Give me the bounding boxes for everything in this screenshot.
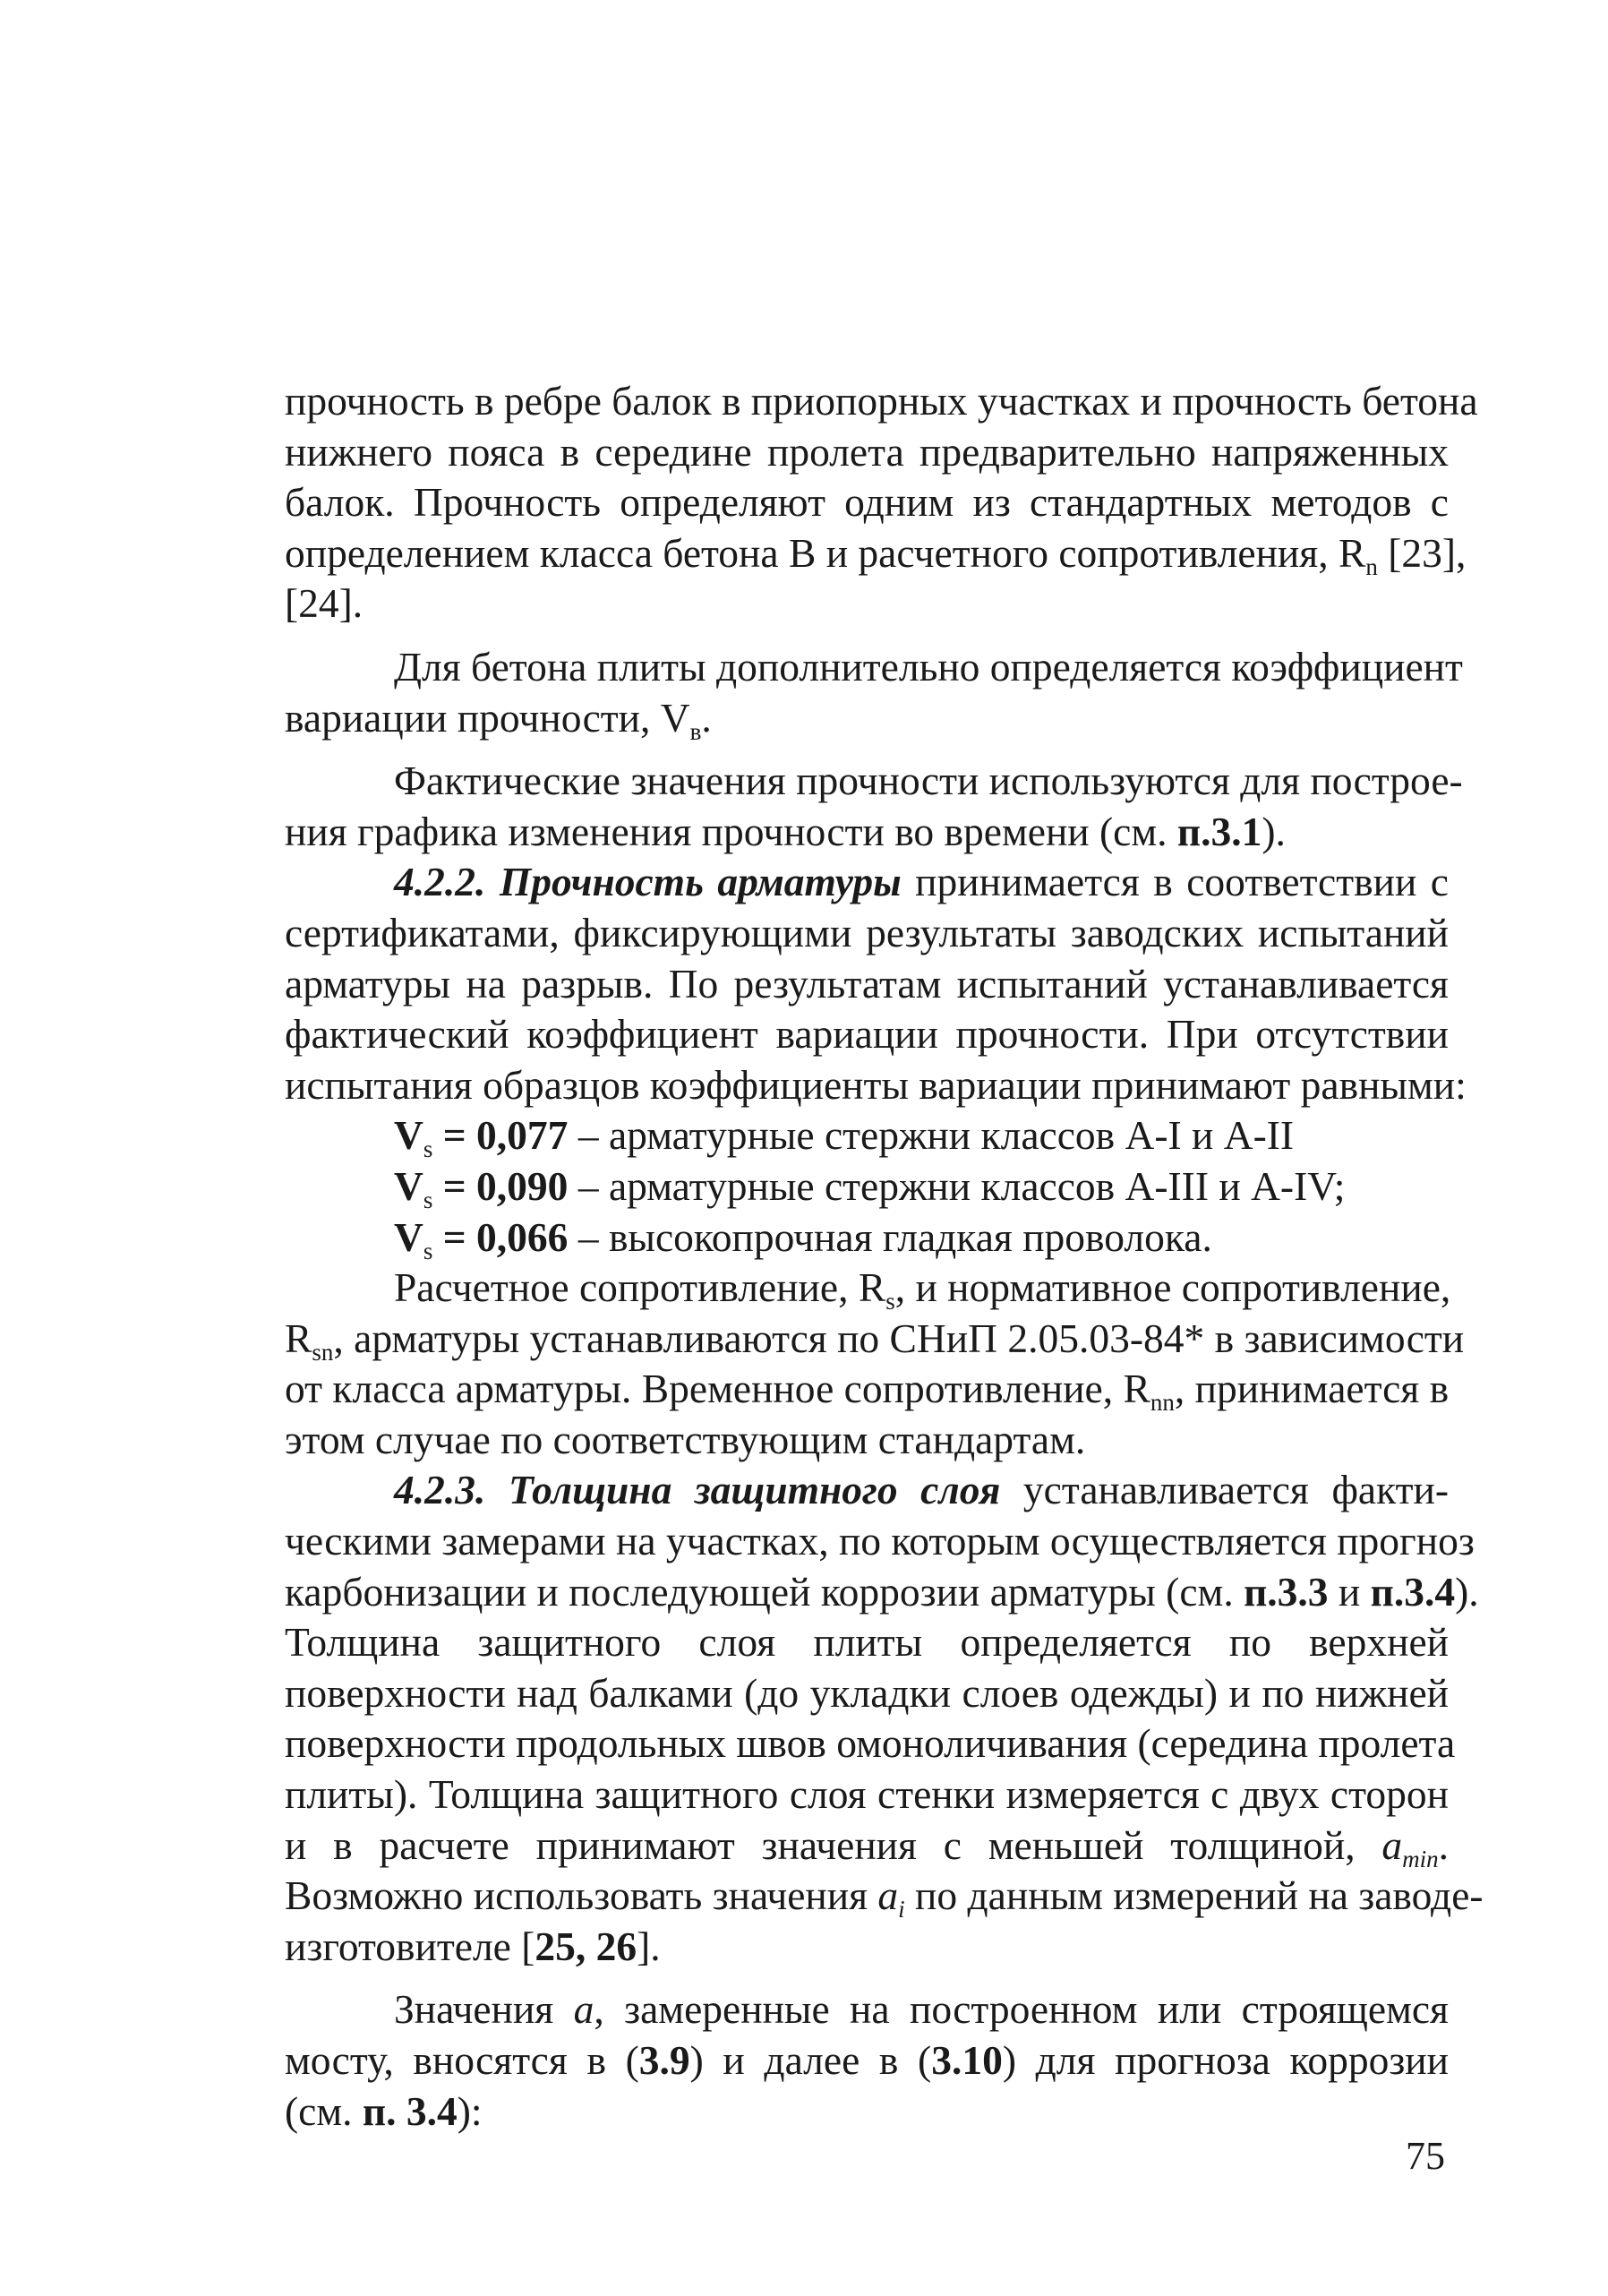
text-line: арматуры на разрыв. По результатам испытаний устанавливается bbox=[285, 960, 1449, 1007]
text-run: ния графика изменения прочности во времени (см. bbox=[285, 808, 1177, 854]
text-run: ]. bbox=[637, 1923, 661, 1969]
text-line bbox=[285, 693, 1449, 744]
text-run: и в расчете принимают значения с меньшей толщиной, bbox=[285, 1821, 1382, 1868]
text-line: Для бетона плиты дополнительно определяется коэффициент bbox=[394, 643, 1463, 690]
text-line: поверхности продольных швов омоноличивания (середина пролета bbox=[285, 1720, 1456, 1767]
section-number: 4.2.2. bbox=[394, 859, 486, 905]
text-line bbox=[285, 2035, 1449, 2086]
paragraph bbox=[285, 857, 1467, 1264]
subscript: sn bbox=[312, 1338, 334, 1366]
subscript: n bbox=[1365, 553, 1378, 580]
page-number: 75 bbox=[1406, 2134, 1445, 2178]
text-run: . bbox=[701, 694, 712, 741]
text-run: по данным измерений на заводе- bbox=[904, 1872, 1484, 1919]
text-line: сертификатами, фиксирующими результаты заводских испытаний bbox=[285, 909, 1449, 955]
math-symbol: a bbox=[1381, 1821, 1403, 1868]
text-line: ческими замерами на участках, по которым осуществляется прогноз bbox=[285, 1518, 1475, 1564]
text-run: Расчетное сопротивление, R bbox=[394, 1264, 886, 1311]
section-number: 4.2.3. bbox=[394, 1467, 486, 1513]
coefficient-description: – арматурные стержни классов А-I и А-II bbox=[568, 1112, 1295, 1159]
paragraph bbox=[285, 756, 1463, 857]
text-line: нижнего пояса в середине пролета предварительно напряженных bbox=[285, 428, 1449, 475]
math-symbol: a bbox=[877, 1872, 899, 1919]
coefficient-value: = 0,077 bbox=[432, 1112, 569, 1159]
text-run: , и нормативное сопротивление, bbox=[894, 1264, 1451, 1311]
text-run: устанавливается факти- bbox=[1000, 1467, 1450, 1513]
coefficient-symbol: V bbox=[394, 1213, 423, 1260]
coefficient-description: – высокопрочная гладкая проволока. bbox=[568, 1213, 1212, 1260]
text-run: ): bbox=[457, 2087, 483, 2134]
text-run: [23], bbox=[1377, 529, 1467, 576]
body-text bbox=[285, 376, 1484, 2137]
text-run: , арматуры устанавливаются по СНиП 2.05.03-84* в зависимости bbox=[333, 1315, 1465, 1361]
text-line: Толщина защитного слоя плиты определяется по верхней bbox=[285, 1619, 1449, 1666]
paragraph bbox=[285, 1465, 1484, 1972]
text-run: , принимается в bbox=[1174, 1366, 1450, 1412]
coefficient-value: = 0,090 bbox=[432, 1162, 569, 1209]
text-line bbox=[285, 1364, 1449, 1415]
subscript: в bbox=[689, 717, 702, 745]
text-run: карбонизации и последующей коррозии арматуры (см. bbox=[285, 1568, 1244, 1615]
math-symbol: a bbox=[573, 1986, 594, 2033]
text-run: вариации прочности, V bbox=[285, 694, 690, 741]
coefficient-line bbox=[285, 1110, 1449, 1161]
text-line bbox=[285, 807, 1449, 858]
text-run: ). bbox=[1455, 1568, 1479, 1615]
text-line bbox=[285, 1821, 1449, 1872]
text-run: ) для прогноза коррозии bbox=[1002, 2037, 1449, 2083]
section-heading: Прочность арматуры bbox=[499, 859, 902, 905]
text-line bbox=[285, 2086, 1449, 2138]
text-run: определением класса бетона В и расчетного сопротивления, R bbox=[285, 529, 1366, 576]
paragraph bbox=[285, 376, 1478, 630]
text-run: ) и далее в ( bbox=[689, 2037, 932, 2083]
text-run: и bbox=[1328, 1568, 1371, 1615]
subscript: s bbox=[423, 1135, 433, 1163]
subscript: i bbox=[898, 1896, 905, 1923]
coefficient-line bbox=[285, 1212, 1449, 1264]
text-run: R bbox=[285, 1315, 312, 1361]
text-run: изготовителе [ bbox=[285, 1923, 535, 1969]
text-run: (см. bbox=[285, 2087, 363, 2134]
text-run: , замеренные на построенном или строящемся bbox=[594, 1986, 1449, 2033]
text-run: Значения bbox=[394, 1986, 574, 2033]
coefficient-description: – арматурные стержни классов А-III и А-IV; bbox=[568, 1162, 1346, 1209]
text-line bbox=[285, 1314, 1465, 1366]
text-run: Возможно использовать значения bbox=[285, 1872, 878, 1919]
text-line: этом случае по соответствующим стандартам. bbox=[285, 1416, 1086, 1462]
section-heading: Толщина защитного слоя bbox=[508, 1467, 1001, 1513]
subscript: s bbox=[885, 1288, 895, 1315]
subscript: s bbox=[423, 1237, 433, 1264]
subscript: nn bbox=[1150, 1389, 1175, 1417]
text-line bbox=[285, 1567, 1479, 1618]
text-run: ). bbox=[1262, 808, 1286, 854]
text-line: Фактические значения прочности используются для построе- bbox=[394, 758, 1463, 804]
coefficient-line bbox=[285, 1161, 1449, 1212]
text-line: поверхности над балками (до укладки слоев одежды) и по нижней bbox=[285, 1669, 1449, 1716]
text-line bbox=[285, 1984, 1449, 2035]
text-run: . bbox=[1438, 1821, 1449, 1868]
equation-ref: 3.10 bbox=[931, 2037, 1003, 2083]
text-line: [24]. bbox=[285, 580, 364, 627]
section-ref: п.3.4 bbox=[1370, 1568, 1456, 1615]
citation-ref: 25, 26 bbox=[535, 1923, 637, 1969]
text-line bbox=[285, 1263, 1449, 1314]
paragraph bbox=[285, 1984, 1449, 2137]
text-line bbox=[285, 528, 1467, 580]
subscript: min bbox=[1402, 1845, 1439, 1872]
section-ref: п. 3.4 bbox=[362, 2087, 458, 2134]
text-line: фактический коэффициент вариации прочности. При отсутствии bbox=[285, 1011, 1449, 1058]
coefficient-symbol: V bbox=[394, 1162, 423, 1209]
paragraph bbox=[285, 642, 1463, 745]
text-line bbox=[285, 1465, 1449, 1516]
text-line: плиты). Толщина защитного слоя стенки измеряется с двух сторон bbox=[285, 1771, 1449, 1818]
text-line: прочность в ребре балок в приопорных участках и прочность бетона bbox=[285, 378, 1478, 424]
text-line bbox=[285, 1922, 1449, 1973]
equation-ref: 3.9 bbox=[638, 2037, 690, 2083]
text-line bbox=[285, 1871, 1484, 1923]
section-ref: п.3.1 bbox=[1176, 808, 1262, 854]
text-line: испытания образцов коэффициенты вариации принимают равными: bbox=[285, 1061, 1467, 1108]
text-line bbox=[285, 857, 1449, 908]
paragraph bbox=[285, 1263, 1465, 1465]
section-ref: п.3.3 bbox=[1244, 1568, 1329, 1615]
coefficient-value: = 0,066 bbox=[432, 1213, 569, 1260]
text-run: от класса арматуры. Временное сопротивление, R bbox=[285, 1366, 1150, 1412]
coefficient-symbol: V bbox=[394, 1112, 423, 1159]
text-run: принимается в соответствии с bbox=[901, 859, 1450, 905]
subscript: s bbox=[423, 1186, 433, 1213]
text-line: балок. Прочность определяют одним из стандартных методов с bbox=[285, 479, 1449, 526]
text-run: мосту, вносятся в ( bbox=[285, 2037, 639, 2083]
